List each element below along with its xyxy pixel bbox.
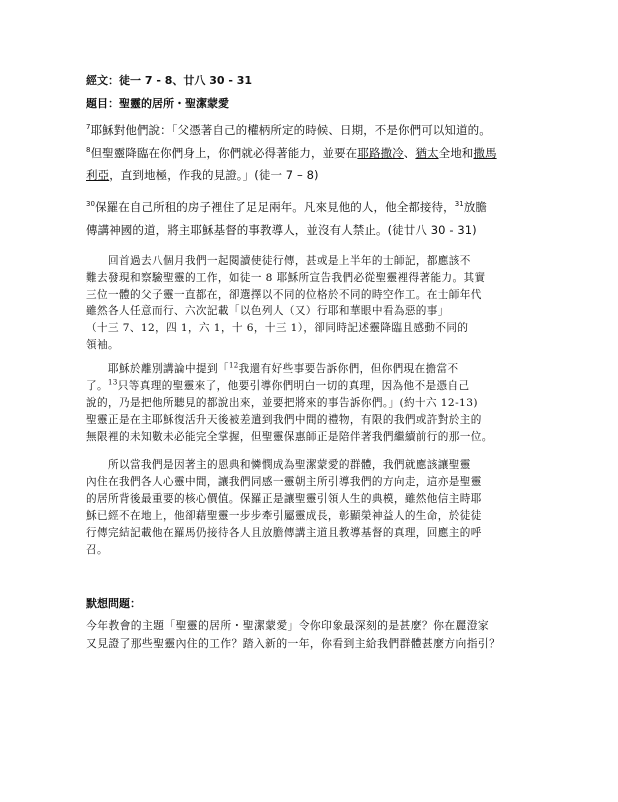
verse-number: 13 xyxy=(108,378,118,387)
paragraph-2-line: 無限裡的未知數未必能完全掌握，但聖靈保惠師正是陪伴著我們繼續前行的那一位。 xyxy=(86,431,493,443)
reflection-line: 今年教會的主題「聖靈的居所・聖潔蒙愛」令你印象最深刻的是甚麼？你在麗澄家 xyxy=(86,619,490,632)
sermon-title: 題目：聖靈的居所・聖潔蒙愛 xyxy=(86,97,229,110)
paragraph-3-line: 的居所背後最重要的核心價值。保羅正是讓聖靈引領人生的典模，雖然他信主時耶 xyxy=(86,493,482,505)
paragraph-1-line: （十三 7、12，四 1，六 1，十 6，十三 1），卻同時記述靈降臨且感動不同的 xyxy=(86,322,469,334)
paragraph-2-line: 聖靈正是在主耶穌復活升天後被差遣到我們中間的禮物，有限的我們或許對於主的 xyxy=(86,414,482,426)
paragraph-2-line: 了。$^{13}$只等真理的聖靈來了，他要引導你們明白一切的真理，因為他不是憑自己 xyxy=(86,378,470,392)
verse-number: 7 xyxy=(86,123,91,132)
verse-8: $^8$但聖靈降臨在你們身上，你們就必得著能力，並要在耶路撒冷、猶太全地和撒馬 xyxy=(86,146,497,160)
verse-30: $^{30}$保羅在自己所租的房子裡住了足足兩年。凡來見他的人，他全都接待，$^{31}$放膽 xyxy=(86,200,488,214)
paragraph-3-line: 召。 xyxy=(86,544,108,556)
verse-7 xyxy=(86,124,540,137)
paragraph-1-line: 難去發現和察驗聖靈的工作，如徒一 8 耶穌所宣告我們必從聖靈裡得著能力。其實 xyxy=(86,272,486,284)
place-jerusalem: 耶路撒冷 xyxy=(357,146,404,160)
paragraph-3-line: 穌已經不在地上，他卻藉聖靈一步步牽引屬靈成長，彰顯榮神益人的生命，於徒徒 xyxy=(86,510,482,522)
paragraph-1-line: 雖然各人任意而行、六次記載「以色列人（又）行耶和華眼中看為惡的事」 xyxy=(86,305,449,317)
paragraph-2-line: 說的，乃是把他所聽見的都說出來，並要把將來的事告訴你們。」(約十六 12-13) xyxy=(86,397,478,409)
verse-8-cont: 利亞，直到地極，作我的見證。」(徒一 7 – 8) xyxy=(86,168,319,182)
paragraph-2-line: 耶穌於離別講論中提到「$^{12}$我還有好些事要告訴你們，但你們現在擔當不 xyxy=(108,361,459,375)
paragraph-3-line: 行傳完結記載他在羅馬仍接待各人且放膽傳講主道且教導基督的真理，回應主的呼 xyxy=(86,527,482,539)
verse-number: 31 xyxy=(454,200,464,209)
verse-number: 12 xyxy=(228,361,239,370)
paragraph-1-line: 領袖。 xyxy=(86,339,119,351)
scripture-label: 經文：徒一 7 - 8、廿八 30 - 31 xyxy=(86,74,253,87)
verse-text: 耶穌對他們說：「父憑著自己的權柄所定的時候、日期，不是你們可以知道的。 xyxy=(90,123,491,137)
paragraph-3-line: 內住在我們各人心靈中間，讓我們同感一靈朝主所引導我們的方向走，這亦是聖靈 xyxy=(86,476,482,488)
reflection-line: 又見證了那些聖靈內住的工作？踏入新的一年，你看到主給我們群體甚麼方向指引？ xyxy=(86,637,501,650)
paragraph-3-line: 所以當我們是因著主的恩典和憐憫成為聖潔蒙愛的群體，我們就應該讓聖靈 xyxy=(108,459,471,471)
place-samaria-cont: 利亞 xyxy=(86,168,110,182)
paragraph-1-line: 回首過去八個月我們一起閱讀使徒行傳，甚或是上半年的士師記，都應該不 xyxy=(108,255,471,267)
paragraph-1-line: 三位一體的父子靈一直都在，卻選擇以不同的位格於不同的時空作工。在士師年代 xyxy=(86,289,482,301)
reflection-heading: 默想問題： xyxy=(86,597,141,610)
place-samaria: 撒馬 xyxy=(473,146,497,160)
verse-31: 傳講神國的道，將主耶穌基督的事教導人，並沒有人禁止。(徒廿八 30 - 31) xyxy=(86,223,477,237)
verse-number: 8 xyxy=(86,146,91,155)
verse-number: 30 xyxy=(86,200,96,209)
place-judea: 猶太 xyxy=(415,146,439,160)
